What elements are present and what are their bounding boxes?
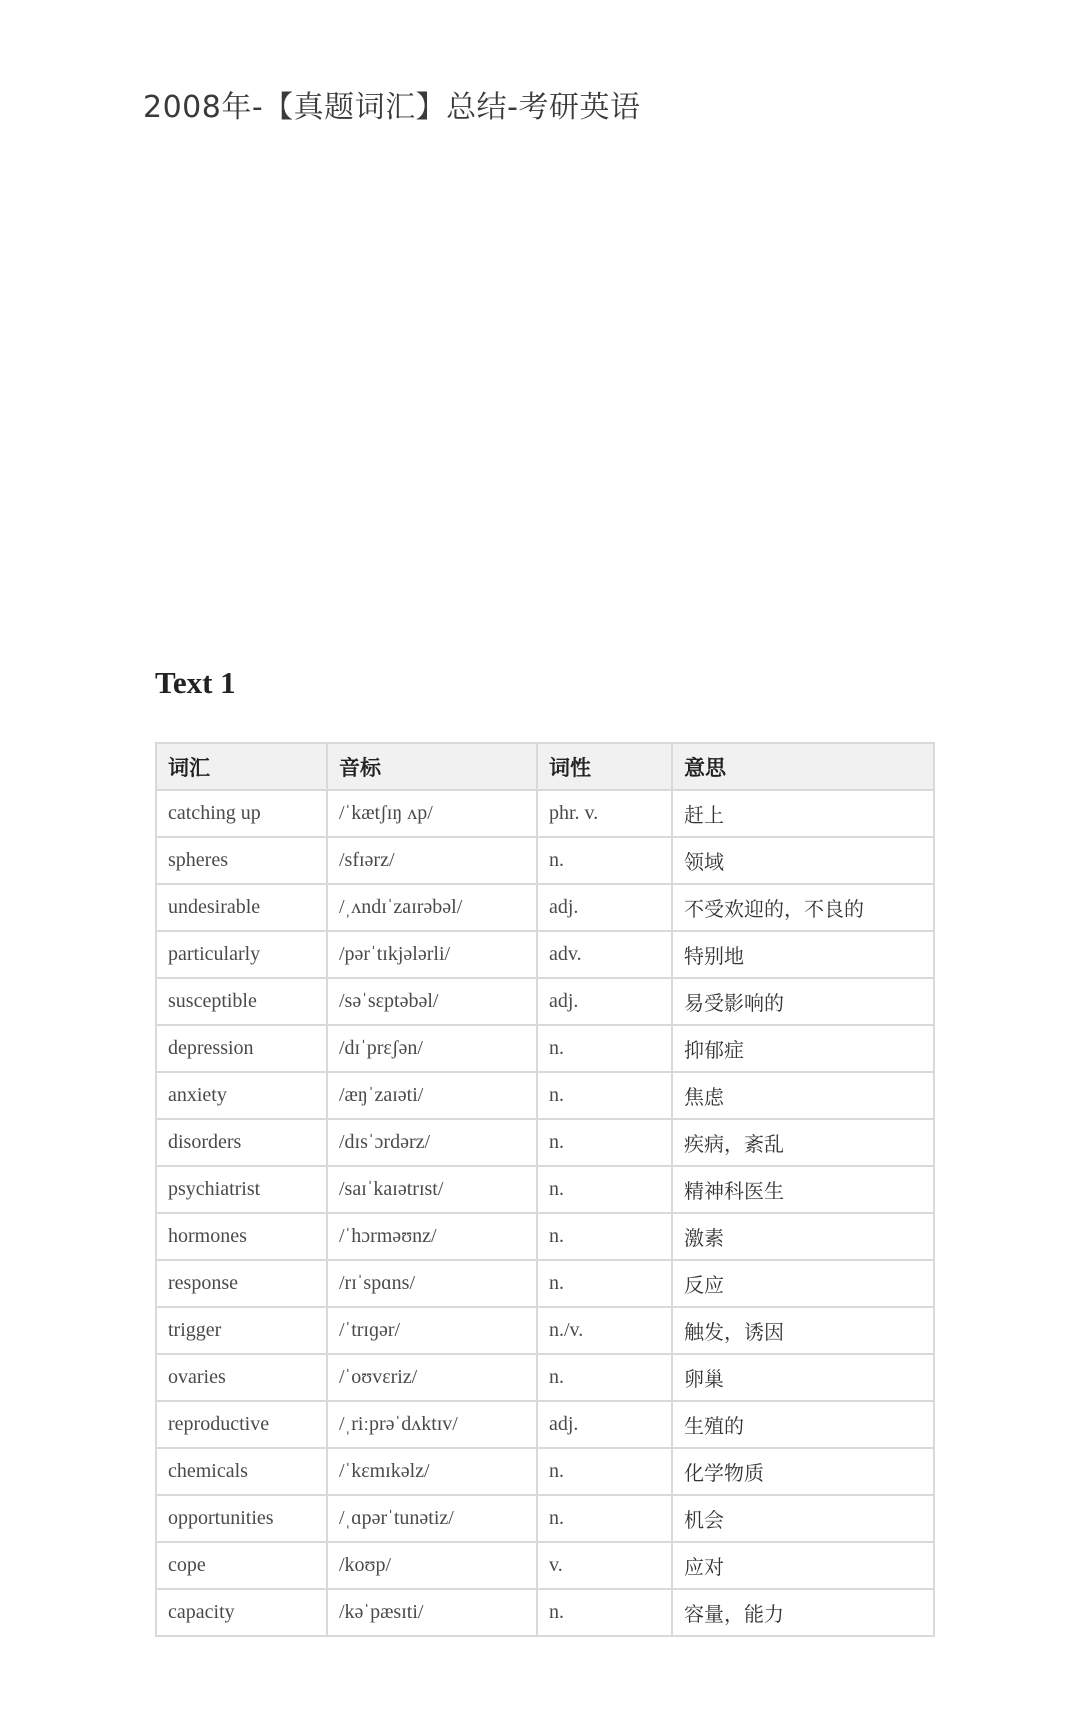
word-cell: hormones (156, 1213, 327, 1260)
meaning-cell: 机会 (672, 1495, 934, 1542)
meaning-cell: 化学物质 (672, 1448, 934, 1495)
word-cell: anxiety (156, 1072, 327, 1119)
table-row (156, 978, 934, 1025)
table-row (156, 1260, 934, 1307)
part-of-speech-cell: adj. (537, 1401, 672, 1448)
table-row (156, 1072, 934, 1119)
word-cell: cope (156, 1542, 327, 1589)
phonetic-cell: /ˈkætʃɪŋ ʌp/ (327, 790, 537, 837)
meaning-cell: 卵巢 (672, 1354, 934, 1401)
part-of-speech-cell: n. (537, 1260, 672, 1307)
part-of-speech-cell: n. (537, 1213, 672, 1260)
part-of-speech-cell: n. (537, 1166, 672, 1213)
phonetic-cell: /ˈoʊvɛriz/ (327, 1354, 537, 1401)
phonetic-cell: /saɪˈkaɪətrɪst/ (327, 1166, 537, 1213)
phonetic-cell: /dɪsˈɔrdərz/ (327, 1119, 537, 1166)
table-row (156, 1401, 934, 1448)
part-of-speech-cell: adv. (537, 931, 672, 978)
table-header-row (156, 743, 934, 790)
meaning-cell: 焦虑 (672, 1072, 934, 1119)
meaning-cell: 精神科医生 (672, 1166, 934, 1213)
word-cell: chemicals (156, 1448, 327, 1495)
word-cell: response (156, 1260, 327, 1307)
word-cell: capacity (156, 1589, 327, 1636)
word-cell: undesirable (156, 884, 327, 931)
table-row (156, 790, 934, 837)
part-of-speech-cell: phr. v. (537, 790, 672, 837)
header-part-of-speech: 词性 (537, 743, 672, 790)
header-phonetic: 音标 (327, 743, 537, 790)
meaning-cell: 应对 (672, 1542, 934, 1589)
phonetic-cell: /ˌɑpərˈtunətiz/ (327, 1495, 537, 1542)
meaning-cell: 反应 (672, 1260, 934, 1307)
word-cell: trigger (156, 1307, 327, 1354)
part-of-speech-cell: n. (537, 837, 672, 884)
part-of-speech-cell: n. (537, 1119, 672, 1166)
meaning-cell: 赶上 (672, 790, 934, 837)
word-cell: particularly (156, 931, 327, 978)
meaning-cell: 容量，能力 (672, 1589, 934, 1636)
phonetic-cell: /koʊp/ (327, 1542, 537, 1589)
meaning-cell: 易受影响的 (672, 978, 934, 1025)
part-of-speech-cell: n. (537, 1072, 672, 1119)
part-of-speech-cell: adj. (537, 884, 672, 931)
phonetic-cell: /ˈhɔrməʊnz/ (327, 1213, 537, 1260)
table-row (156, 1589, 934, 1636)
table-body (156, 790, 934, 1636)
phonetic-cell: /ˈtrɪɡər/ (327, 1307, 537, 1354)
part-of-speech-cell: adj. (537, 978, 672, 1025)
meaning-cell: 疾病，紊乱 (672, 1119, 934, 1166)
table-row (156, 1213, 934, 1260)
header-meaning: 意思 (672, 743, 934, 790)
phonetic-cell: /səˈsɛptəbəl/ (327, 978, 537, 1025)
part-of-speech-cell: n./v. (537, 1307, 672, 1354)
word-cell: susceptible (156, 978, 327, 1025)
word-cell: reproductive (156, 1401, 327, 1448)
phonetic-cell: /dɪˈprɛʃən/ (327, 1025, 537, 1072)
part-of-speech-cell: n. (537, 1495, 672, 1542)
word-cell: ovaries (156, 1354, 327, 1401)
meaning-cell: 抑郁症 (672, 1025, 934, 1072)
table-row (156, 1025, 934, 1072)
table-row (156, 1448, 934, 1495)
table-row (156, 837, 934, 884)
word-cell: opportunities (156, 1495, 327, 1542)
phonetic-cell: /pərˈtɪkjələrli/ (327, 931, 537, 978)
part-of-speech-cell: n. (537, 1354, 672, 1401)
meaning-cell: 触发，诱因 (672, 1307, 934, 1354)
table-row (156, 1542, 934, 1589)
document-title: 2008年-【真题词汇】总结-考研英语 (143, 90, 641, 125)
table-row (156, 1119, 934, 1166)
meaning-cell: 领域 (672, 837, 934, 884)
phonetic-cell: /ˌriːprəˈdʌktɪv/ (327, 1401, 537, 1448)
part-of-speech-cell: v. (537, 1542, 672, 1589)
table-row (156, 1307, 934, 1354)
header-word: 词汇 (156, 743, 327, 790)
meaning-cell: 生殖的 (672, 1401, 934, 1448)
table-row (156, 1354, 934, 1401)
word-cell: spheres (156, 837, 327, 884)
part-of-speech-cell: n. (537, 1589, 672, 1636)
table-row (156, 931, 934, 978)
part-of-speech-cell: n. (537, 1448, 672, 1495)
vocabulary-table (155, 742, 935, 1637)
part-of-speech-cell: n. (537, 1025, 672, 1072)
word-cell: psychiatrist (156, 1166, 327, 1213)
meaning-cell: 激素 (672, 1213, 934, 1260)
phonetic-cell: /sfɪərz/ (327, 837, 537, 884)
phonetic-cell: /rɪˈspɑns/ (327, 1260, 537, 1307)
phonetic-cell: /ˌʌndɪˈzaɪrəbəl/ (327, 884, 537, 931)
table-row (156, 884, 934, 931)
meaning-cell: 不受欢迎的，不良的 (672, 884, 934, 931)
meaning-cell: 特别地 (672, 931, 934, 978)
phonetic-cell: /kəˈpæsɪti/ (327, 1589, 537, 1636)
word-cell: catching up (156, 790, 327, 837)
word-cell: depression (156, 1025, 327, 1072)
section-heading: Text 1 (155, 665, 236, 700)
phonetic-cell: /æŋˈzaɪəti/ (327, 1072, 537, 1119)
phonetic-cell: /ˈkɛmɪkəlz/ (327, 1448, 537, 1495)
table-row (156, 1166, 934, 1213)
table-row (156, 1495, 934, 1542)
word-cell: disorders (156, 1119, 327, 1166)
